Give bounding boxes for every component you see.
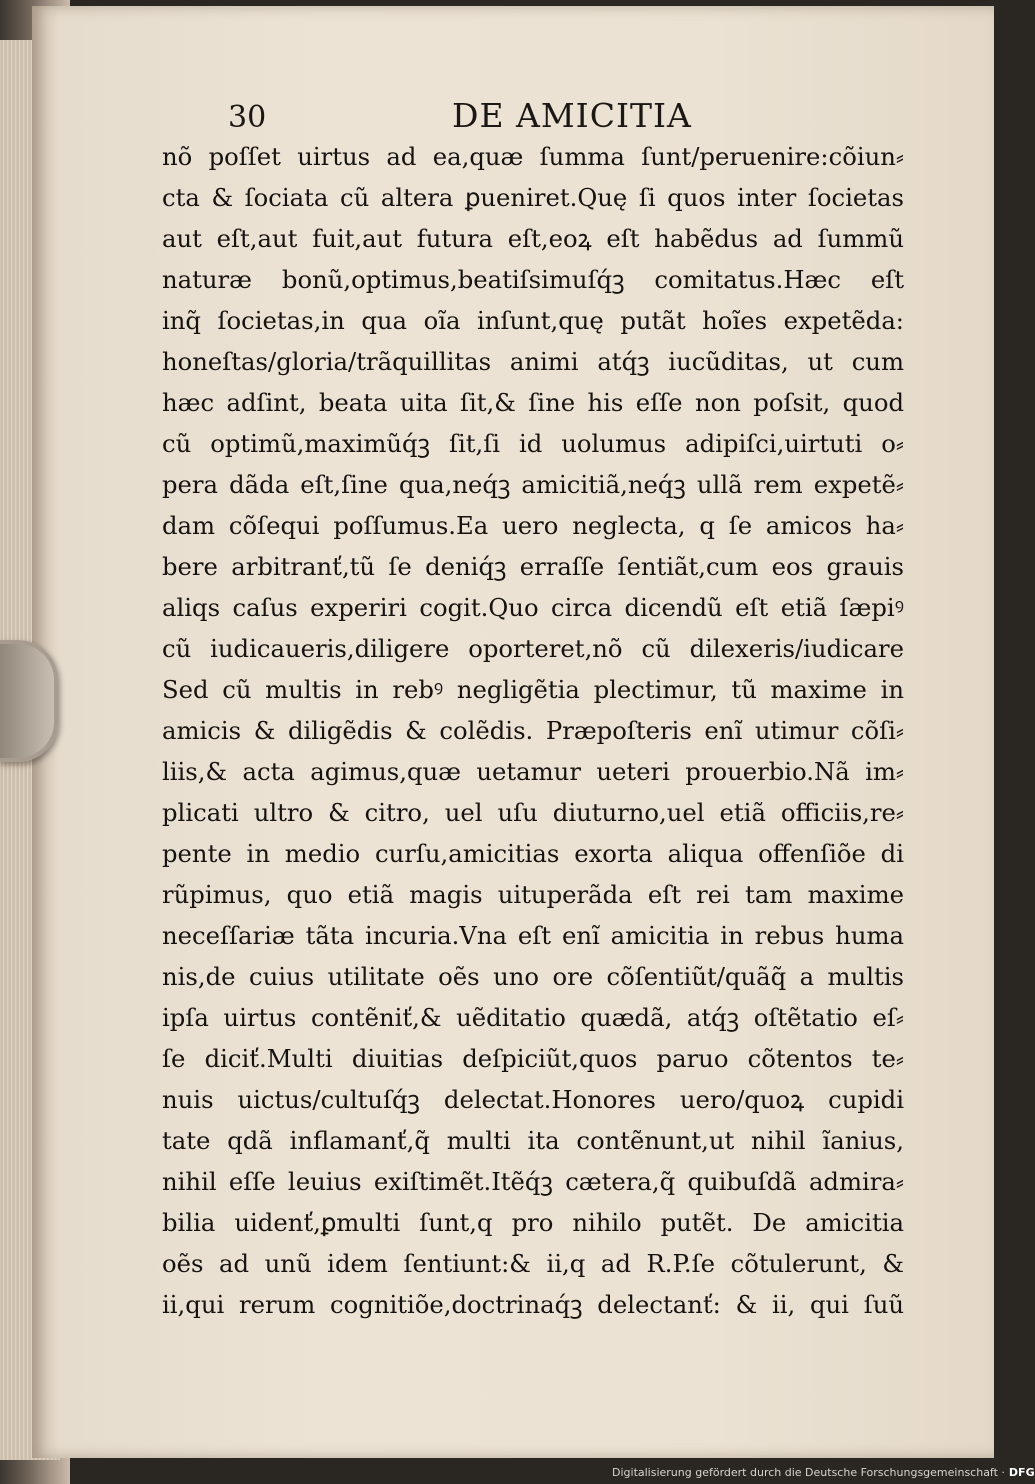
running-head: DE AMICITIA	[452, 96, 692, 135]
text-line: bilia uidenť,ꝑmulti ſunt,q pro nihilo putẽt. De amicitia	[162, 1208, 904, 1237]
text-line: nis,de cuius utilitate oẽs uno ore cõſentiũt/quãq̃ a multis	[162, 962, 904, 991]
page-clip	[0, 640, 58, 762]
text-line: inq̃ ſocietas,in qua oĩa inſunt,quę putãt hoĩes expetẽda:	[162, 306, 904, 335]
text-line: rũpimus, quo etiã magis uituperãda eſt rei tam maxime	[162, 880, 904, 909]
digitization-credit	[612, 1464, 1035, 1482]
text-line: pente in medio curſu,amicitias exorta aliqua offenſiõe di	[162, 839, 904, 868]
text-line: plicati ultro & citro, uel uſu diuturno,uel etiã officiis,re⸗	[162, 798, 904, 827]
text-line: cũ iudicaueris,diligere oporteret,nõ cũ dilexeris/iudicare	[162, 634, 904, 663]
text-line: amicis & diligẽdis & colẽdis. Præpoſteris enĩ utimur cõſi⸗	[162, 716, 904, 745]
text-line: aut eſt,aut fuit,aut futura eſt,eoꝝ eſt habẽdus ad ſummũ	[162, 224, 904, 253]
page-number: 30	[228, 100, 267, 135]
text-line: naturæ bonũ,optimus,beatiſsimuſq́ꝫ comitatus.Hæc eſt	[162, 265, 904, 294]
text-line: nõ poſſet uirtus ad ea,quæ ſumma ſunt/peruenire:cõiun⸗	[162, 142, 904, 171]
text-line: honeſtas/gloria/trãquillitas animi atq́ꝫ iucũditas, ut cum	[162, 347, 904, 376]
text-line: neceſſariæ tãta incuria.Vna eſt enĩ amicitia in rebus huma	[162, 921, 904, 950]
text-line: bere arbitranť,tũ ſe deniq́ꝫ erraſſe ſentiãt,cum eos grauis	[162, 552, 904, 581]
text-line: oẽs ad unũ idem ſentiunt:& ii,q ad R.P.ſe cõtulerunt, &	[162, 1249, 904, 1278]
credit-text: Digitalisierung gefördert durch die Deutsche Forschungsgemeinschaft ·	[612, 1466, 1005, 1479]
text-line: nihil eſſe leuius exiſtimẽt.Itẽq́ꝫ cætera,q̃ quibuſdã admira⸗	[162, 1167, 904, 1196]
text-line: ſe diciť.Multi diuitias deſpiciũt,quos paruo cõtentos te⸗	[162, 1044, 904, 1073]
text-line: pera dãda eſt,ſine qua,neq́ꝫ amicitiã,neq́ꝫ ullã rem expetẽ⸗	[162, 470, 904, 499]
text-line: cũ optimũ,maximũq́ꝫ ſit,ſi id uolumus adipiſci,uirtuti o⸗	[162, 429, 904, 458]
text-line: dam cõſequi poſſumus.Ea uero neglecta, q ſe amicos ha⸗	[162, 511, 904, 540]
dfg-logo: DFG	[1008, 1466, 1035, 1479]
text-line: aliqs caſus experiri cogit.Quo circa dicendũ eſt etiã ſæpiꝰ	[162, 593, 904, 622]
text-line: Sed cũ multis in rebꝰ negligẽtia plectimur, tũ maxime in	[162, 675, 904, 704]
text-line: cta & ſociata cũ altera ꝑueniret.Quę ſi quos inter ſocietas	[162, 183, 904, 212]
body-text	[162, 136, 904, 1319]
text-line: nuis uictus/cultuſq́ꝫ delectat.Honores uero/quoꝝ cupidi	[162, 1085, 904, 1114]
text-line: liis,& acta agimus,quæ uetamur ueteri prouerbio.Nã im⸗	[162, 757, 904, 786]
text-line: ii,qui rerum cognitiõe,doctrinaq́ꝫ delectanť: & ii, qui ſuũ	[162, 1290, 904, 1319]
text-line: hæc adſint, beata uita ſit,& ſine his eſſe non poſsit, quod	[162, 388, 904, 417]
text-line: ipſa uirtus contẽniť,& uẽditatio quædã, atq́ꝫ oſtẽtatio eſ⸗	[162, 1003, 904, 1032]
text-line: tate qdã inflamanť,q̃ multi ita contẽnunt,ut nihil ĩanius,	[162, 1126, 904, 1155]
